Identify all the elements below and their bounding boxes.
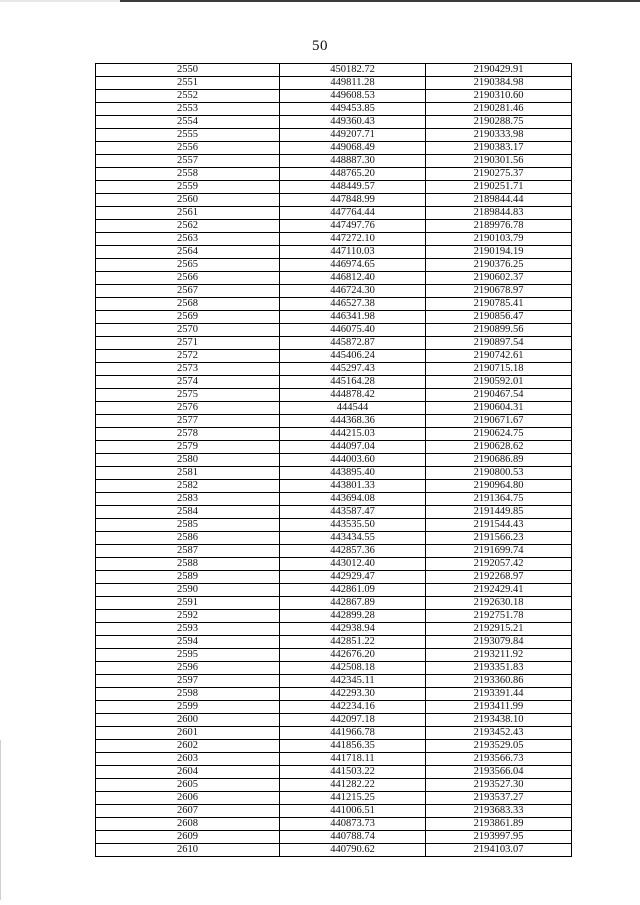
y-coordinate-cell: 2190715.18 <box>426 363 572 376</box>
x-coordinate-cell: 440790.62 <box>280 844 426 857</box>
y-coordinate-cell: 2193527.30 <box>426 779 572 792</box>
y-coordinate-cell: 2190384.98 <box>426 77 572 90</box>
point-number-cell: 2586 <box>96 532 280 545</box>
x-coordinate-cell: 443895.40 <box>280 467 426 480</box>
y-coordinate-cell: 2190301.56 <box>426 155 572 168</box>
y-coordinate-cell: 2193861.89 <box>426 818 572 831</box>
y-coordinate-cell: 2190624.75 <box>426 428 572 441</box>
x-coordinate-cell: 443694.08 <box>280 493 426 506</box>
table-row <box>96 454 572 467</box>
y-coordinate-cell: 2190671.67 <box>426 415 572 428</box>
table-row <box>96 311 572 324</box>
point-number-cell: 2573 <box>96 363 280 376</box>
y-coordinate-cell: 2193360.86 <box>426 675 572 688</box>
y-coordinate-cell: 2190376.25 <box>426 259 572 272</box>
point-number-cell: 2551 <box>96 77 280 90</box>
y-coordinate-cell: 2191566.23 <box>426 532 572 545</box>
table-row <box>96 246 572 259</box>
point-number-cell: 2589 <box>96 571 280 584</box>
point-number-cell: 2592 <box>96 610 280 623</box>
y-coordinate-cell: 2191544.43 <box>426 519 572 532</box>
table-row <box>96 571 572 584</box>
table-row <box>96 662 572 675</box>
y-coordinate-cell: 2193438.10 <box>426 714 572 727</box>
point-number-cell: 2550 <box>96 64 280 77</box>
x-coordinate-cell: 441215.25 <box>280 792 426 805</box>
point-number-cell: 2601 <box>96 727 280 740</box>
x-coordinate-cell: 442929.47 <box>280 571 426 584</box>
point-number-cell: 2580 <box>96 454 280 467</box>
y-coordinate-cell: 2192751.78 <box>426 610 572 623</box>
y-coordinate-cell: 2189844.83 <box>426 207 572 220</box>
x-coordinate-cell: 443434.55 <box>280 532 426 545</box>
y-coordinate-cell: 2190604.31 <box>426 402 572 415</box>
x-coordinate-cell: 446341.98 <box>280 311 426 324</box>
table-row <box>96 142 572 155</box>
page-number: 50 <box>312 38 328 54</box>
table-row <box>96 428 572 441</box>
y-coordinate-cell: 2193683.33 <box>426 805 572 818</box>
point-number-cell: 2607 <box>96 805 280 818</box>
point-number-cell: 2596 <box>96 662 280 675</box>
y-coordinate-cell: 2193211.92 <box>426 649 572 662</box>
x-coordinate-cell: 449207.71 <box>280 129 426 142</box>
table-row <box>96 532 572 545</box>
point-number-cell: 2581 <box>96 467 280 480</box>
table-row <box>96 766 572 779</box>
x-coordinate-cell: 446724.30 <box>280 285 426 298</box>
x-coordinate-cell: 441503.22 <box>280 766 426 779</box>
y-coordinate-cell: 2191449.85 <box>426 506 572 519</box>
table-row <box>96 77 572 90</box>
x-coordinate-cell: 444544 <box>280 402 426 415</box>
y-coordinate-cell: 2190251.71 <box>426 181 572 194</box>
table-row <box>96 818 572 831</box>
table-row <box>96 480 572 493</box>
x-coordinate-cell: 444097.04 <box>280 441 426 454</box>
table-row <box>96 545 572 558</box>
point-number-cell: 2570 <box>96 324 280 337</box>
point-number-cell: 2600 <box>96 714 280 727</box>
x-coordinate-cell: 442508.18 <box>280 662 426 675</box>
x-coordinate-cell: 445164.28 <box>280 376 426 389</box>
table-row <box>96 285 572 298</box>
x-coordinate-cell: 447497.76 <box>280 220 426 233</box>
y-coordinate-cell: 2191364.75 <box>426 493 572 506</box>
y-coordinate-cell: 2190742.61 <box>426 350 572 363</box>
x-coordinate-cell: 449608.53 <box>280 90 426 103</box>
point-number-cell: 2556 <box>96 142 280 155</box>
x-coordinate-cell: 446974.65 <box>280 259 426 272</box>
y-coordinate-cell: 2189976.78 <box>426 220 572 233</box>
y-coordinate-cell: 2194103.07 <box>426 844 572 857</box>
x-coordinate-cell: 442861.09 <box>280 584 426 597</box>
table-row <box>96 116 572 129</box>
x-coordinate-cell: 440873.73 <box>280 818 426 831</box>
y-coordinate-cell: 2190602.37 <box>426 272 572 285</box>
point-number-cell: 2559 <box>96 181 280 194</box>
y-coordinate-cell: 2192915.21 <box>426 623 572 636</box>
y-coordinate-cell: 2190103.79 <box>426 233 572 246</box>
y-coordinate-cell: 2190897.54 <box>426 337 572 350</box>
table-row <box>96 207 572 220</box>
point-number-cell: 2576 <box>96 402 280 415</box>
y-coordinate-cell: 2190592.01 <box>426 376 572 389</box>
coordinates-table <box>95 63 572 857</box>
table-row <box>96 493 572 506</box>
table-row <box>96 168 572 181</box>
table-row <box>96 519 572 532</box>
point-number-cell: 2595 <box>96 649 280 662</box>
x-coordinate-cell: 442851.22 <box>280 636 426 649</box>
table-row <box>96 727 572 740</box>
point-number-cell: 2591 <box>96 597 280 610</box>
table-row <box>96 155 572 168</box>
y-coordinate-cell: 2189844.44 <box>426 194 572 207</box>
x-coordinate-cell: 442867.89 <box>280 597 426 610</box>
table-row <box>96 64 572 77</box>
table-row <box>96 753 572 766</box>
point-number-cell: 2597 <box>96 675 280 688</box>
point-number-cell: 2560 <box>96 194 280 207</box>
point-number-cell: 2564 <box>96 246 280 259</box>
table-row <box>96 844 572 857</box>
x-coordinate-cell: 449360.43 <box>280 116 426 129</box>
point-number-cell: 2566 <box>96 272 280 285</box>
x-coordinate-cell: 444368.36 <box>280 415 426 428</box>
x-coordinate-cell: 442345.11 <box>280 675 426 688</box>
x-coordinate-cell: 441966.78 <box>280 727 426 740</box>
x-coordinate-cell: 442899.28 <box>280 610 426 623</box>
point-number-cell: 2554 <box>96 116 280 129</box>
y-coordinate-cell: 2193529.05 <box>426 740 572 753</box>
x-coordinate-cell: 445872.87 <box>280 337 426 350</box>
y-coordinate-cell: 2192630.18 <box>426 597 572 610</box>
table-row <box>96 636 572 649</box>
point-number-cell: 2587 <box>96 545 280 558</box>
x-coordinate-cell: 442234.16 <box>280 701 426 714</box>
point-number-cell: 2569 <box>96 311 280 324</box>
x-coordinate-cell: 441282.22 <box>280 779 426 792</box>
x-coordinate-cell: 441718.11 <box>280 753 426 766</box>
y-coordinate-cell: 2190686.89 <box>426 454 572 467</box>
y-coordinate-cell: 2190467.54 <box>426 389 572 402</box>
x-coordinate-cell: 443535.50 <box>280 519 426 532</box>
point-number-cell: 2590 <box>96 584 280 597</box>
x-coordinate-cell: 442676.20 <box>280 649 426 662</box>
point-number-cell: 2561 <box>96 207 280 220</box>
point-number-cell: 2558 <box>96 168 280 181</box>
table-row <box>96 831 572 844</box>
y-coordinate-cell: 2190383.17 <box>426 142 572 155</box>
point-number-cell: 2604 <box>96 766 280 779</box>
y-coordinate-cell: 2193351.83 <box>426 662 572 675</box>
table-row <box>96 597 572 610</box>
point-number-cell: 2562 <box>96 220 280 233</box>
point-number-cell: 2609 <box>96 831 280 844</box>
point-number-cell: 2585 <box>96 519 280 532</box>
point-number-cell: 2578 <box>96 428 280 441</box>
point-number-cell: 2557 <box>96 155 280 168</box>
x-coordinate-cell: 445297.43 <box>280 363 426 376</box>
table-row <box>96 688 572 701</box>
y-coordinate-cell: 2190899.56 <box>426 324 572 337</box>
y-coordinate-cell: 2190628.62 <box>426 441 572 454</box>
x-coordinate-cell: 442938.94 <box>280 623 426 636</box>
table-row <box>96 779 572 792</box>
x-coordinate-cell: 441856.35 <box>280 740 426 753</box>
point-number-cell: 2583 <box>96 493 280 506</box>
y-coordinate-cell: 2190785.41 <box>426 298 572 311</box>
table-row <box>96 259 572 272</box>
table-row <box>96 90 572 103</box>
table-row <box>96 740 572 753</box>
x-coordinate-cell: 444003.60 <box>280 454 426 467</box>
point-number-cell: 2582 <box>96 480 280 493</box>
y-coordinate-cell: 2193391.44 <box>426 688 572 701</box>
table-row <box>96 350 572 363</box>
x-coordinate-cell: 447110.03 <box>280 246 426 259</box>
point-number-cell: 2553 <box>96 103 280 116</box>
x-coordinate-cell: 448887.30 <box>280 155 426 168</box>
point-number-cell: 2563 <box>96 233 280 246</box>
x-coordinate-cell: 442097.18 <box>280 714 426 727</box>
table-row <box>96 584 572 597</box>
table-row <box>96 805 572 818</box>
y-coordinate-cell: 2190310.60 <box>426 90 572 103</box>
table-row <box>96 272 572 285</box>
table-row <box>96 649 572 662</box>
table-row <box>96 298 572 311</box>
table-row <box>96 389 572 402</box>
x-coordinate-cell: 449811.28 <box>280 77 426 90</box>
table-row <box>96 714 572 727</box>
x-coordinate-cell: 447764.44 <box>280 207 426 220</box>
point-number-cell: 2603 <box>96 753 280 766</box>
y-coordinate-cell: 2190856.47 <box>426 311 572 324</box>
y-coordinate-cell: 2193411.99 <box>426 701 572 714</box>
y-coordinate-cell: 2190964.80 <box>426 480 572 493</box>
table-row <box>96 233 572 246</box>
point-number-cell: 2575 <box>96 389 280 402</box>
x-coordinate-cell: 443801.33 <box>280 480 426 493</box>
point-number-cell: 2588 <box>96 558 280 571</box>
point-number-cell: 2568 <box>96 298 280 311</box>
point-number-cell: 2565 <box>96 259 280 272</box>
x-coordinate-cell: 442857.36 <box>280 545 426 558</box>
y-coordinate-cell: 2193997.95 <box>426 831 572 844</box>
x-coordinate-cell: 441006.51 <box>280 805 426 818</box>
y-coordinate-cell: 2193566.73 <box>426 753 572 766</box>
table-row <box>96 337 572 350</box>
point-number-cell: 2599 <box>96 701 280 714</box>
y-coordinate-cell: 2190288.75 <box>426 116 572 129</box>
table-row <box>96 558 572 571</box>
table-row <box>96 220 572 233</box>
x-coordinate-cell: 449068.49 <box>280 142 426 155</box>
table-row <box>96 363 572 376</box>
point-number-cell: 2584 <box>96 506 280 519</box>
table-row <box>96 441 572 454</box>
x-coordinate-cell: 448449.57 <box>280 181 426 194</box>
scan-left-edge <box>0 740 1 900</box>
y-coordinate-cell: 2190800.53 <box>426 467 572 480</box>
y-coordinate-cell: 2190678.97 <box>426 285 572 298</box>
point-number-cell: 2602 <box>96 740 280 753</box>
coordinates-table-body <box>96 64 572 857</box>
point-number-cell: 2572 <box>96 350 280 363</box>
table-row <box>96 792 572 805</box>
x-coordinate-cell: 446527.38 <box>280 298 426 311</box>
table-row <box>96 402 572 415</box>
x-coordinate-cell: 447272.10 <box>280 233 426 246</box>
x-coordinate-cell: 442293.30 <box>280 688 426 701</box>
y-coordinate-cell: 2193566.04 <box>426 766 572 779</box>
x-coordinate-cell: 443012.40 <box>280 558 426 571</box>
y-coordinate-cell: 2190194.19 <box>426 246 572 259</box>
x-coordinate-cell: 446075.40 <box>280 324 426 337</box>
table-row <box>96 415 572 428</box>
table-row <box>96 506 572 519</box>
point-number-cell: 2606 <box>96 792 280 805</box>
y-coordinate-cell: 2192057.42 <box>426 558 572 571</box>
y-coordinate-cell: 2191699.74 <box>426 545 572 558</box>
point-number-cell: 2593 <box>96 623 280 636</box>
point-number-cell: 2608 <box>96 818 280 831</box>
y-coordinate-cell: 2190333.98 <box>426 129 572 142</box>
x-coordinate-cell: 447848.99 <box>280 194 426 207</box>
point-number-cell: 2598 <box>96 688 280 701</box>
table-row <box>96 675 572 688</box>
y-coordinate-cell: 2193079.84 <box>426 636 572 649</box>
point-number-cell: 2555 <box>96 129 280 142</box>
table-row <box>96 181 572 194</box>
y-coordinate-cell: 2190275.37 <box>426 168 572 181</box>
table-row <box>96 623 572 636</box>
point-number-cell: 2552 <box>96 90 280 103</box>
scan-top-edge <box>0 0 640 2</box>
x-coordinate-cell: 446812.40 <box>280 272 426 285</box>
point-number-cell: 2567 <box>96 285 280 298</box>
y-coordinate-cell: 2193452.43 <box>426 727 572 740</box>
y-coordinate-cell: 2193537.27 <box>426 792 572 805</box>
y-coordinate-cell: 2192429.41 <box>426 584 572 597</box>
table-row <box>96 701 572 714</box>
point-number-cell: 2605 <box>96 779 280 792</box>
table-row <box>96 467 572 480</box>
x-coordinate-cell: 444215.03 <box>280 428 426 441</box>
point-number-cell: 2577 <box>96 415 280 428</box>
point-number-cell: 2579 <box>96 441 280 454</box>
x-coordinate-cell: 445406.24 <box>280 350 426 363</box>
table-row <box>96 103 572 116</box>
point-number-cell: 2610 <box>96 844 280 857</box>
x-coordinate-cell: 444878.42 <box>280 389 426 402</box>
point-number-cell: 2594 <box>96 636 280 649</box>
table-row <box>96 324 572 337</box>
point-number-cell: 2574 <box>96 376 280 389</box>
x-coordinate-cell: 450182.72 <box>280 64 426 77</box>
table-row <box>96 129 572 142</box>
x-coordinate-cell: 449453.85 <box>280 103 426 116</box>
y-coordinate-cell: 2190429.91 <box>426 64 572 77</box>
table-row <box>96 376 572 389</box>
y-coordinate-cell: 2192268.97 <box>426 571 572 584</box>
table-row <box>96 194 572 207</box>
x-coordinate-cell: 448765.20 <box>280 168 426 181</box>
y-coordinate-cell: 2190281.46 <box>426 103 572 116</box>
table-row <box>96 610 572 623</box>
point-number-cell: 2571 <box>96 337 280 350</box>
x-coordinate-cell: 440788.74 <box>280 831 426 844</box>
x-coordinate-cell: 443587.47 <box>280 506 426 519</box>
